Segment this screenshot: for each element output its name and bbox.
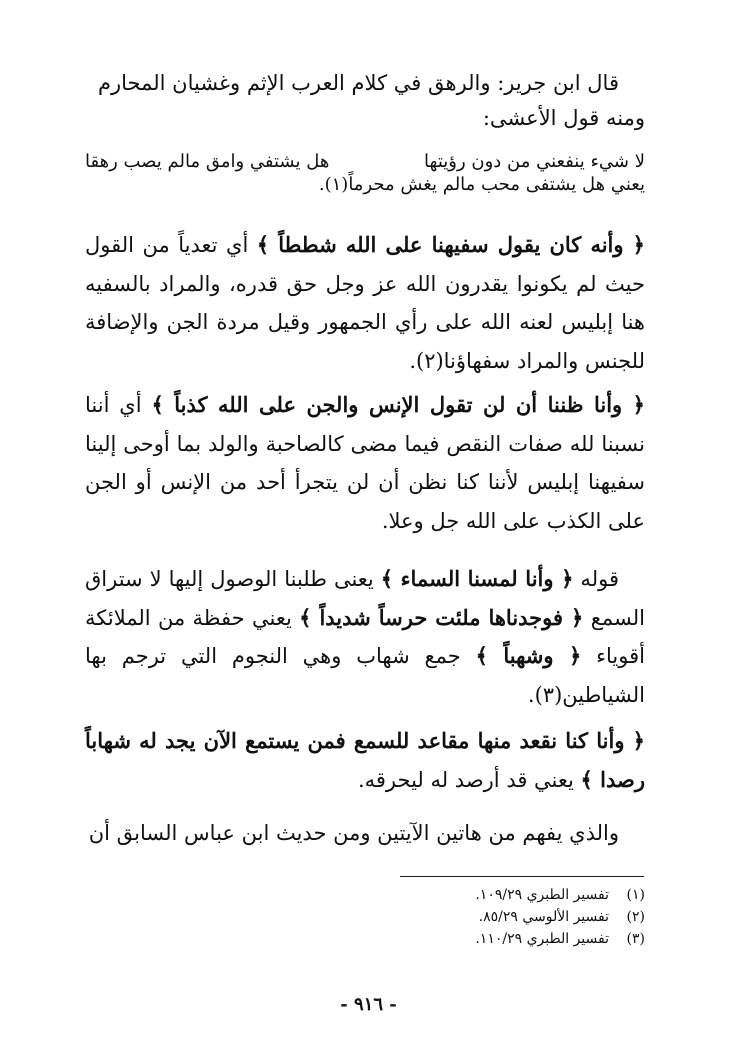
paragraph-lead: قوله [573, 567, 619, 591]
page-number: - ٩١٦ - [340, 994, 397, 1015]
paragraph-2 [85, 386, 645, 540]
footnote-number: (٢) [626, 909, 645, 925]
verse-second-hemistich: هل يشتفي وامق مالم يصب رهقا [85, 151, 330, 172]
footnote-text: تفسير الألوسي ٨٥/٢٩. [478, 909, 609, 925]
footnote-number: (٣) [626, 931, 645, 947]
intro-line-1: قال ابن جرير: والرهق في كلام العرب الإثم وغشيان المحارم [98, 71, 619, 95]
quran-quote: ﴿ وأنه كان يقول سفيهنا على الله شططاً ﴾ [256, 232, 645, 257]
footnote-divider [400, 876, 644, 877]
footnotes [345, 884, 645, 950]
intro-line-2: ومنه قول الأعشى: [482, 105, 645, 130]
verse-explanation: يعني هل يشتفى محب مالم يغش محرماً(١). [318, 174, 645, 195]
paragraph-text: يعني حفظة من الملائكة أقوياء [85, 605, 645, 668]
verse-first-hemistich: لا شيء ينفعني من دون رؤيتها [424, 151, 645, 172]
paragraph-1 [85, 226, 645, 380]
footnote [345, 906, 645, 928]
paragraph-text: يعني قد أرصد له ليحرقه. [357, 767, 581, 792]
quran-quote: ﴿ وأنا لمسنا السماء ﴾ [380, 566, 574, 591]
paragraph-text: يعنى طلبنا الوصول إليها لا ستراق السمع [85, 567, 645, 630]
quran-quote: ﴿ فوجدناها ملئت حرساً شديداً ﴾ [299, 604, 584, 630]
paragraph-text: والذي يفهم من هاتين الآيتين ومن حديث ابن عباس السابق أن [88, 821, 619, 845]
quran-quote: ﴿ وأنا ظننا أن لن تقول الإنس والجن على الله كذباً ﴾ [151, 392, 645, 417]
paragraph-4 [85, 722, 645, 799]
paragraph-text: أي أننا نسبنا لله صفات النقص فيما مضى كالصاحبة والولد بما أوحى إلينا سفيهنا إبليس لأننا كنا نظن أن لن يتجرأ أحد من الإنس أو الجن على الكذب على الله جل وعلا. [85, 393, 645, 533]
poetry-verse [85, 150, 645, 196]
footnote-text: تفسير الطبري ١٠٩/٢٩. [475, 887, 609, 903]
footnote-number: (١) [626, 887, 645, 903]
intro-block [85, 64, 645, 137]
footnote-text: تفسير الطبري ١١٠/٢٩. [475, 931, 609, 947]
paragraph-5 [85, 814, 645, 853]
footnote [345, 884, 645, 906]
quran-quote: ﴿ وأنا كنا نقعد منها مقاعد للسمع فمن يستمع الآن يجد له شهاباً رصدا ﴾ [85, 728, 645, 792]
quran-quote: ﴿ وشهباً ﴾ [475, 643, 582, 668]
footnote [345, 928, 645, 950]
paragraph-3 [85, 560, 645, 714]
paragraph-text: أي تعدياً من القول حيث لم يكونوا يقدرون الله عز وجل حق قدره، والمراد بالسفيه هنا إبليس لعنه الله على رأي الجمهور وقيل مردة الجن والإضافة للجنس والمراد سفهاؤنا(٢). [85, 233, 645, 373]
paragraph-text: جمع شهاب وهي النجوم التي ترجم بها الشياطين(٣). [85, 644, 645, 707]
